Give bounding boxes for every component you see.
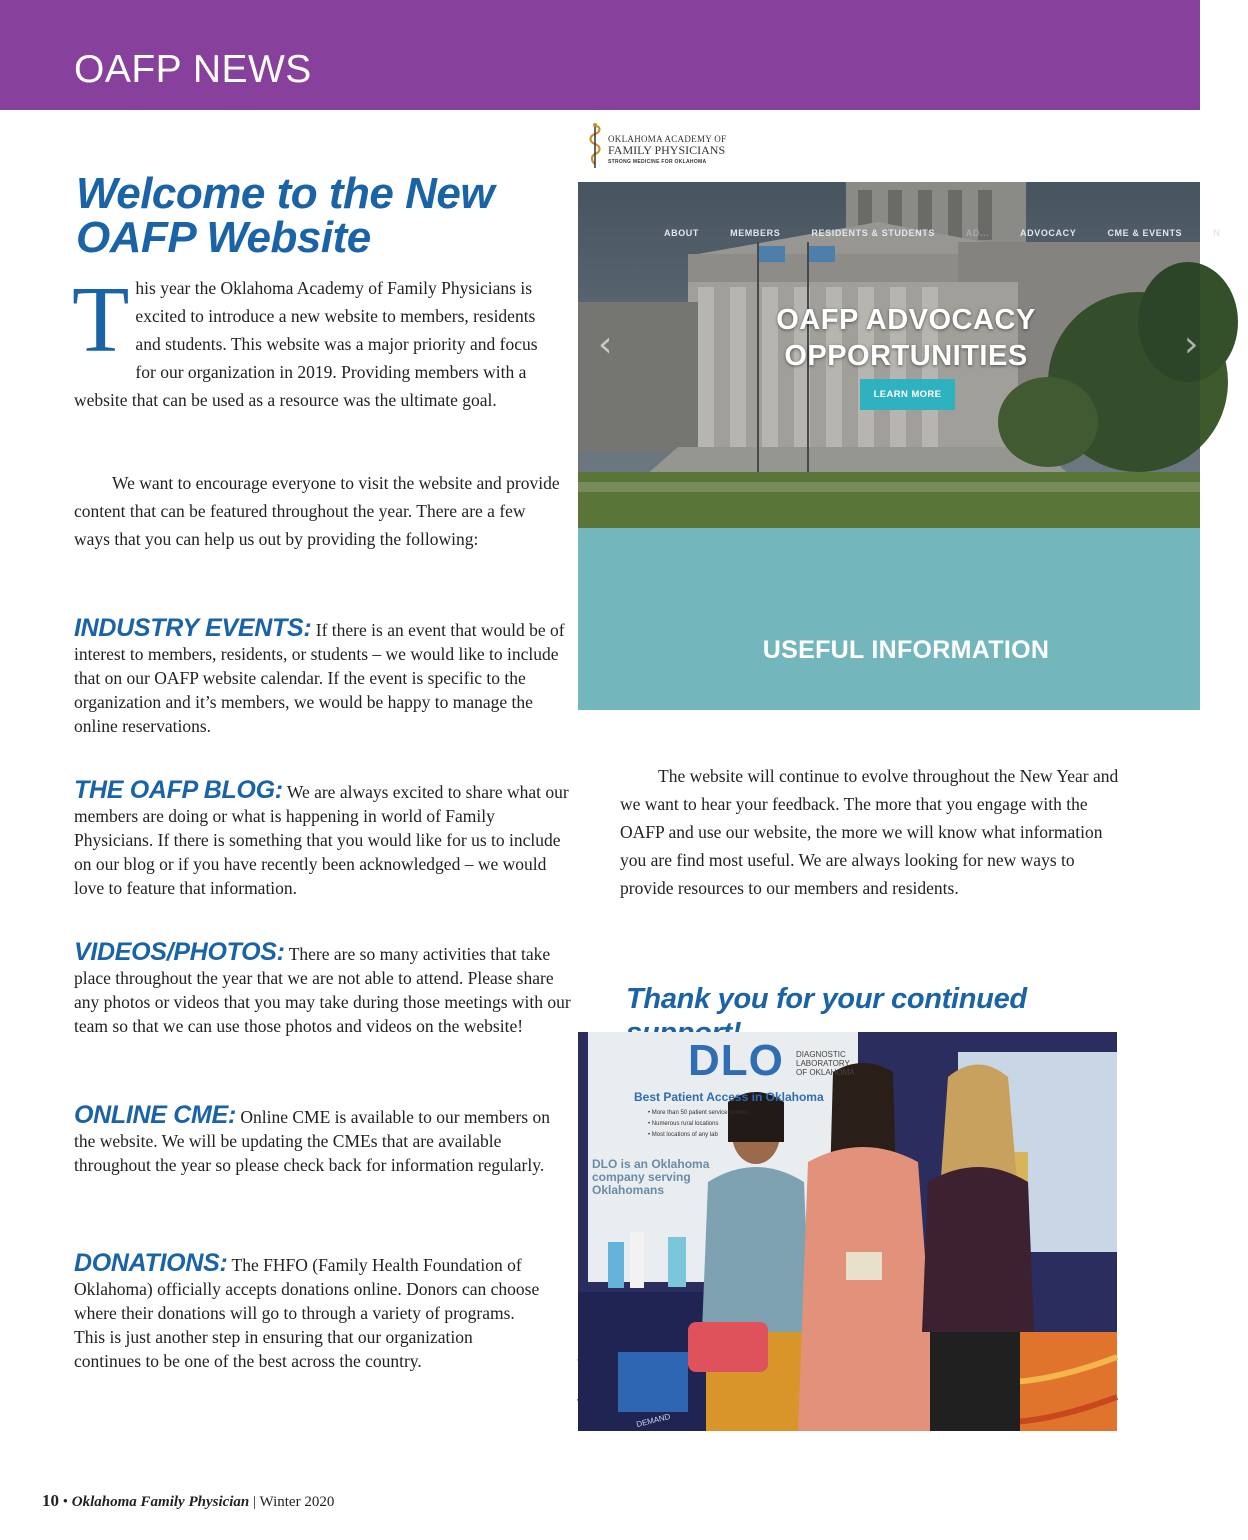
hero-line-2: OPPORTUNITIES xyxy=(784,340,1028,372)
item-heading: INDUSTRY EVENTS: xyxy=(74,614,312,642)
item-industry-events xyxy=(74,616,574,738)
nav-more[interactable]: N xyxy=(1213,228,1221,238)
logo-tagline: STRONG MEDICINE FOR OKLAHOMA xyxy=(608,159,707,165)
item-videos-photos xyxy=(74,940,574,1038)
booth-slogan xyxy=(592,1158,709,1197)
hero-title xyxy=(578,302,1234,374)
item-text: The FHFO (Family Health Foundation of Oklahoma) officially accepts donations online. Donors can choose where their donations will go to through a variety of programs. This is just another step in ensuring that our organization continues to be one of the best across the country. xyxy=(74,1255,540,1371)
article-title xyxy=(76,169,556,262)
booth-heading: Best Patient Access in Oklahoma xyxy=(634,1090,824,1104)
booth-bullet-3: • Most locations of any lab xyxy=(648,1132,718,1138)
nav-residents-students[interactable]: RESIDENTS & STUDENTS xyxy=(811,228,935,238)
item-text: There are so many activities that take place throughout the year that we are not able to attend. Please share any photos or videos that you may take during those meetings with our team so that we can use those photos and videos on the website! xyxy=(74,944,571,1036)
item-donations xyxy=(74,1251,544,1373)
nav-cme-events[interactable]: CME & EVENTS xyxy=(1107,228,1183,238)
page-footer xyxy=(42,1491,334,1511)
drop-cap: T xyxy=(72,268,130,372)
booth-slogan-1: DLO is an Oklahoma xyxy=(592,1157,710,1171)
carousel-prev-icon[interactable]: ‹ xyxy=(598,324,613,365)
useful-information-panel xyxy=(578,528,1200,710)
item-oafp-blog xyxy=(74,778,574,900)
nav-members[interactable]: MEMBERS xyxy=(730,228,781,238)
hero-line-1: OAFP ADVOCACY xyxy=(776,304,1036,336)
booth-slogan-3: Oklahomans xyxy=(592,1183,665,1197)
table-banner-text: DEMAND xyxy=(635,1411,672,1430)
booth-photo xyxy=(578,1032,1117,1431)
publication-name: Oklahoma Family Physician xyxy=(71,1494,250,1510)
intro-text: his year the Oklahoma Academy of Family Physicians is excited to introduce a new website to members, residents and students. This website was a major priority and focus for our organization in 2019. Providing members with a website that can be used as a resource was the ultimate goal. xyxy=(74,278,538,410)
logo-line-2: FAMILY PHYSICIANS xyxy=(608,143,726,157)
useful-information-title: USEFUL INFORMATION xyxy=(762,636,1050,664)
website-hero xyxy=(578,182,1221,528)
item-text: Online CME is available to our members on the website. We will be updating the CMEs that are available throughout the year so please check back for information regularly. xyxy=(74,1107,550,1175)
item-text: We are always excited to share what our members are doing or what is happening in world of Family Physicians. If there is something that you would like for us to include on our blog or if you have recently been acknowledged – we would love to feature that information. xyxy=(74,782,569,898)
booth-bullets xyxy=(648,1108,749,1141)
booth-logo-text: DLO xyxy=(688,1036,784,1085)
nav-about[interactable]: ABOUT xyxy=(664,228,699,238)
logo-text xyxy=(608,134,726,167)
intro-paragraph xyxy=(72,268,554,414)
item-heading: DONATIONS: xyxy=(74,1249,228,1277)
carousel-next-icon[interactable]: › xyxy=(1184,324,1199,365)
page-number: 10 xyxy=(42,1491,59,1510)
title-line-1: Welcome to the New xyxy=(76,169,495,218)
encourage-paragraph: We want to encourage everyone to visit the website and provide content that can be featured throughout the year. There are a few ways that you can help us out by providing the following: xyxy=(74,473,560,549)
issue-date: Winter 2020 xyxy=(259,1494,335,1510)
item-heading: VIDEOS/PHOTOS: xyxy=(74,938,285,966)
booth-bullet-2: • Numerous rural locations xyxy=(648,1121,719,1127)
learn-more-button[interactable]: LEARN MORE xyxy=(860,379,955,410)
logo-line-1: OKLAHOMA ACADEMY OF xyxy=(608,134,727,144)
feedback-paragraph: The website will continue to evolve throughout the New Year and we want to hear your feedback. The more that you engage with the OAFP and use our website, the more we will know what information you are find most useful. We are always looking for new ways to provide resources to our members and residents. xyxy=(620,766,1119,898)
item-heading: THE OAFP BLOG: xyxy=(74,776,283,804)
nav-partial[interactable]: AD... xyxy=(965,228,990,238)
booth-sub-1: DIAGNOSTIC xyxy=(796,1050,846,1059)
booth-slogan-2: company serving xyxy=(592,1170,691,1184)
title-line-2: OAFP Website xyxy=(76,213,371,262)
thank-you-heading: Thank you for your continued xyxy=(626,983,1027,1015)
section-label: OAFP NEWS xyxy=(74,48,312,91)
booth-logo-sub xyxy=(796,1050,855,1077)
website-nav xyxy=(664,228,1224,238)
booth-sub-2: LABORATORY xyxy=(796,1059,850,1068)
footer-bullet: • xyxy=(62,1494,69,1510)
booth-sub-3: OF OKLAHOMA xyxy=(796,1068,855,1077)
footer-separator: | xyxy=(253,1494,257,1510)
item-online-cme xyxy=(74,1103,554,1177)
item-heading: ONLINE CME: xyxy=(74,1101,236,1129)
booth-bullet-1: • More than 50 patient service centers xyxy=(648,1110,749,1116)
item-text: If there is an event that would be of interest to members, residents, or students – we would like to include that on our OAFP website calendar. If the event is specific to the organization and it’s members, we would be happy to manage the online reservations. xyxy=(74,620,565,736)
nav-advocacy[interactable]: ADVOCACY xyxy=(1020,228,1077,238)
